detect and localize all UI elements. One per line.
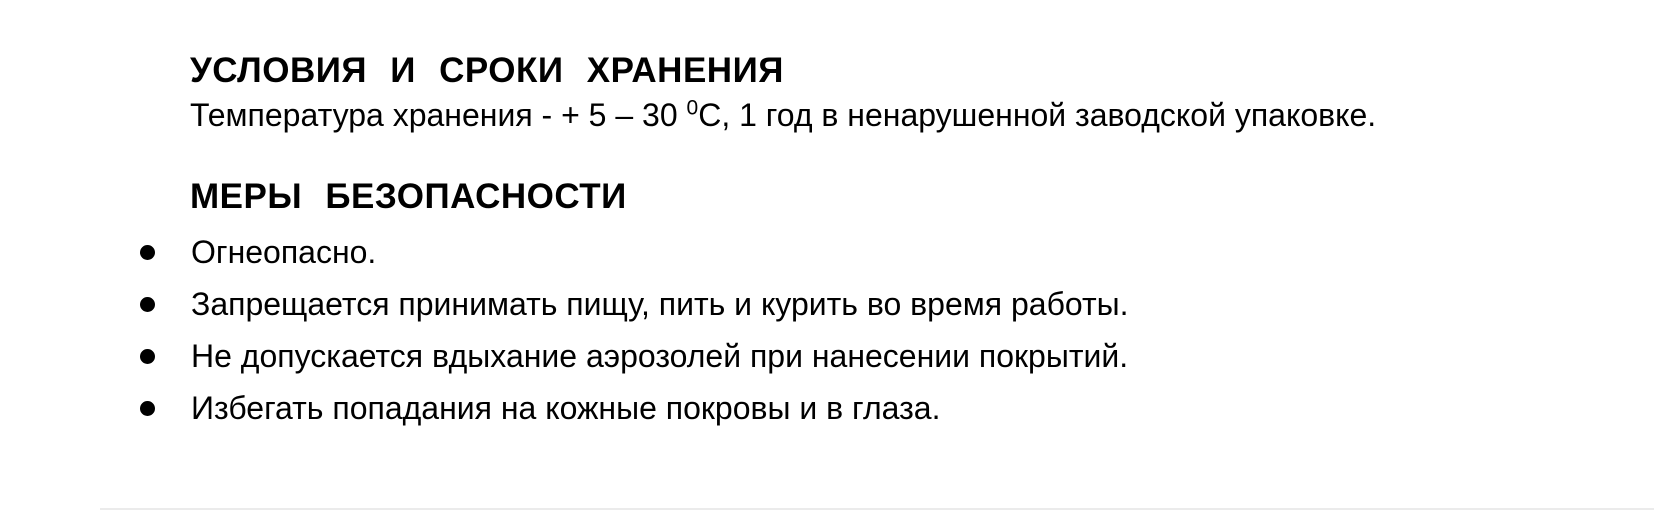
safety-bullet-text: Запрещается принимать пищу, пить и курить во время работы. [191,286,1129,322]
degree-superscript: 0 [686,96,699,120]
storage-conditions-heading: УСЛОВИЯ И СРОКИ ХРАНЕНИЯ [190,51,784,90]
list-item [140,232,376,272]
safety-bullet-text: Не допускается вдыхание аэрозолей при нанесении покрытий. [191,338,1129,374]
storage-temperature-line [190,96,1376,134]
list-item [140,388,940,428]
bullet-icon [140,349,155,364]
safety-measures-heading: МЕРЫ БЕЗОПАСНОСТИ [190,177,627,216]
bullet-icon [140,245,155,260]
storage-temperature-text-prefix: Температура хранения - + 5 – 30 [190,97,687,133]
page-divider [100,508,1654,510]
bullet-icon [140,401,155,416]
list-item [140,284,1129,324]
bullet-icon [140,297,155,312]
safety-bullet-text: Избегать попадания на кожные покровы и в глаза. [191,390,941,426]
list-item [140,336,1128,376]
storage-temperature-text-suffix: С, 1 год в ненарушенной заводской упаковке. [698,97,1377,133]
safety-bullet-text: Огнеопасно. [191,234,377,270]
